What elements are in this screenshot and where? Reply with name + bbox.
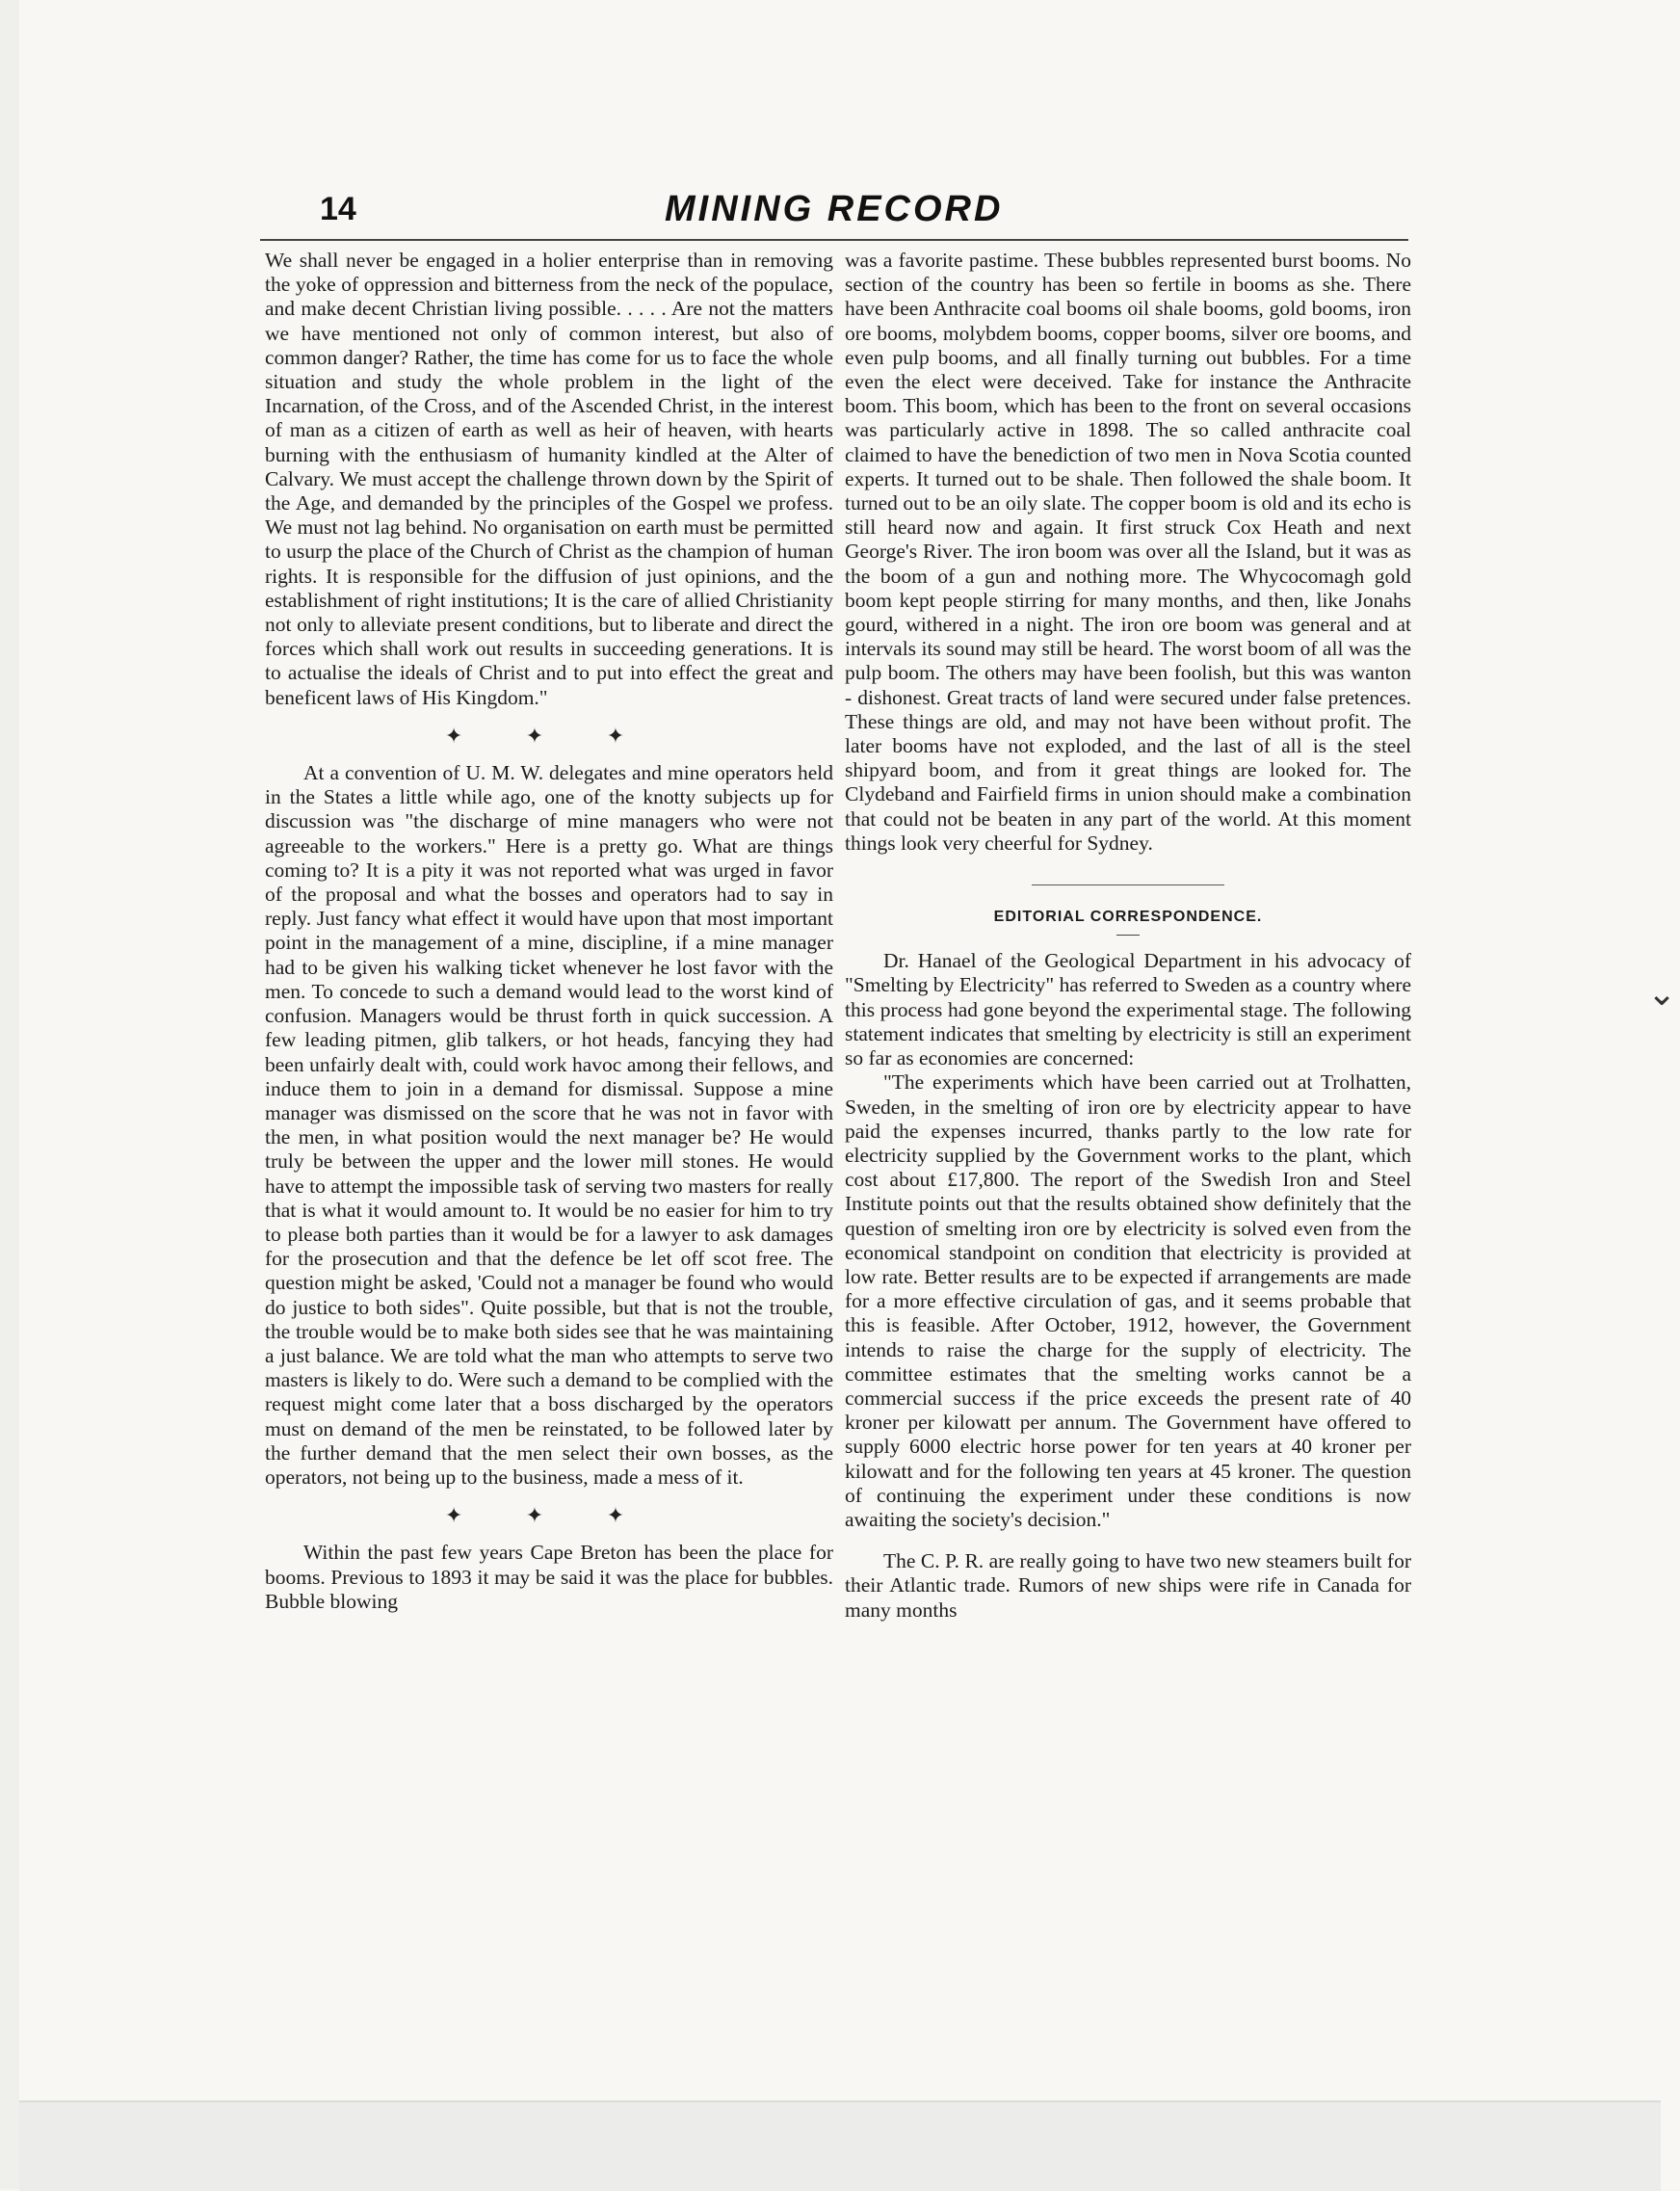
scan-edge-left bbox=[0, 0, 19, 2189]
right-paragraph-4: The C. P. R. are really going to have two new steamers built for their Atlantic trade. Rumors of new ships were rife in Canada for many months bbox=[845, 1549, 1411, 1622]
right-paragraph-2: Dr. Hanael of the Geological Department in his advocacy of "Smelting by Electricity" has referred to Sweden as a country where this process had gone beyond the experimental stage. The following statement indicates that smelting by electricity is still an experiment so far as economies are concerned: bbox=[845, 949, 1411, 1070]
page-number: 14 bbox=[320, 191, 356, 227]
ornament-divider: ✦ ✦ ✦ bbox=[444, 723, 654, 748]
left-paragraph-1: We shall never be engaged in a holier enterprise than in removing the yoke of oppression and bitterness from the neck of the populace, and make decent Christian living possible. . . . . Are not the matters we have mentioned not only of common interest, but also of common danger? Rather, the time has come for us to face the whole situation and study the whole problem in the light of the Incarnation, of the Cross, and of the Ascended Christ, in the interest of man as a citizen of earth as well as heir of heaven, with hearts burning with the enthusiasm of humanity kindled at the Alter of Calvary. We must accept the challenge thrown down by the Spirit of the Age, and demanded by the principles of the Gospel we profess. We must not lag behind. No organisation on earth must be permitted to usurp the place of the Church of Christ as the champion of human rights. It is responsible for the diffusion of just opinions, and the establishment of right institutions; It is the care of allied Christianity not only to alleviate present conditions, but to liberate and direct the forces which shall work out results in succeeding generations. It is to actualise the ideals of Christ and to put into effect the great and beneficent laws of His Kingdom." bbox=[265, 249, 833, 709]
left-paragraph-2: At a convention of U. M. W. delegates and mine operators held in the States a little while ago, one of the knotty subjects up for discussion was "the discharge of mine managers who were not agreeable to the workers." Here is a pretty go. What are things coming to? It is a pity it was not reported what was urged in favor of the proposal and what the bosses and operators had to say in reply. Just fancy what effect it would have upon that most important point in the management of a mine, discipline, if a mine manager had to be given his walking ticket whenever he lost favor with the men. To concede to such a demand would lead to the worst kind of confusion. Managers would be thrust forth in quick succession. A few leading pitmen, glib talkers, or hot heads, fancying they had been unfairly dealt with, could work havoc among their fellows, and induce them to join in a demand for dismissal. Suppose a mine manager was dismissed on the score that he was not in favor with the men, in what position would the next manager be? He would truly be between the upper and the lower mill stones. He would have to attempt the impossible task of serving two masters for really that is what it would amount to. It would be no easier for him to try to please both parties than it would be for a lawyer to ask damages for the prosecution and that the defence be let off scot free. The question might be asked, 'Could not a manager be found who would do justice to both sides". Quite possible, but that is not the trouble, the trouble would be to make both sides see that he was maintaining a just balance. We are told what the man who attempts to serve two masters is likely to do. Were such a demand to be complied with the request might come later that a boss discharged by the operators must on demand of the men be reinstated, to be followed later by the further demand that the men select their own bosses, as the operators, not being up to the business, made a mess of it. bbox=[265, 761, 833, 1489]
ornament-divider: ✦ ✦ ✦ bbox=[444, 1503, 654, 1528]
paragraph-gap bbox=[845, 1532, 1411, 1549]
right-paragraph-1: was a favorite pastime. These bubbles represented burst booms. No section of the country has been so fertile in booms as she. There have been Anthracite coal booms oil shale booms, gold booms, iron ore booms, molybdem booms, copper booms, silver ore booms, and even pulp booms, and all finally turning out bubbles. For a time even the elect were deceived. Take for instance the Anthracite boom. This boom, which has been to the front on several occasions was particularly active in 1898. The so called anthracite coal claimed to have the benediction of two men in Nova Scotia counted experts. It turned out to be shale. Then followed the shale boom. It turned out to be an oily slate. The copper boom is old and its echo is still heard now and again. It first struck Cox Heath and next George's River. The iron boom was over all the Island, but it was as the boom of a gun and nothing more. The Whycocomagh gold boom kept people stirring for many months, and then, like Jonahs gourd, withered in a night. The iron ore boom was general and at intervals its sound may still be heard. The worst boom of all was the pulp boom. The others may have been foolish, but this was wanton - dishonest. Great tracts of land were secured under false pretences. These things are old, and may not have been without profit. The later booms have not exploded, and the last of all is the steel shipyard boom, and from it great things are looked for. The Clydeband and Fairfield firms in union should make a combination that could not be beaten in any part of the world. At this moment things look very cheerful for Sydney. bbox=[845, 249, 1411, 855]
heading-underline bbox=[1116, 935, 1140, 936]
section-rule bbox=[1032, 884, 1224, 885]
right-column bbox=[845, 249, 1411, 1623]
header-rule bbox=[260, 239, 1408, 241]
journal-title: MINING RECORD bbox=[665, 189, 1004, 229]
left-column bbox=[265, 249, 833, 1614]
left-paragraph-3: Within the past few years Cape Breton has been the place for booms. Previous to 1893 it may be said it was the place for bubbles. Bubble blowing bbox=[265, 1541, 833, 1613]
right-paragraph-3: "The experiments which have been carried out at Trolhatten, Sweden, in the smelting of iron ore by electricity appear to have paid the expenses incurred, thanks partly to the low rate for electricity supplied by the Government works to the plant, which cost about £17,800. The report of the Swedish Iron and Steel Institute points out that the results obtained show definitely that the question of smelting iron ore by electricity is solved even from the economical standpoint on condition that electricity is provided at low rate. Better results are to be expected if arrangements are made for a more effective circulation of gas, and it seems probable that this is feasible. After October, 1912, however, the Government intends to raise the charge for the supply of electricity. The committee estimates that the smelting works cannot be a commercial success if the price exceeds the present rate of 40 kroner per kilowatt per annum. The Government have offered to supply 6000 electric horse power for ten years at 40 kroner per kilowatt and for the following ten years at 45 kroner. The question of continuing the experiment under these conditions is now awaiting the society's decision." bbox=[845, 1070, 1411, 1531]
section-heading: EDITORIAL CORRESPONDENCE. bbox=[993, 909, 1263, 926]
margin-mark-icon: ⌄ bbox=[1647, 974, 1677, 1013]
scan-edge-bottom bbox=[19, 2100, 1661, 2191]
page-header bbox=[260, 189, 1416, 235]
